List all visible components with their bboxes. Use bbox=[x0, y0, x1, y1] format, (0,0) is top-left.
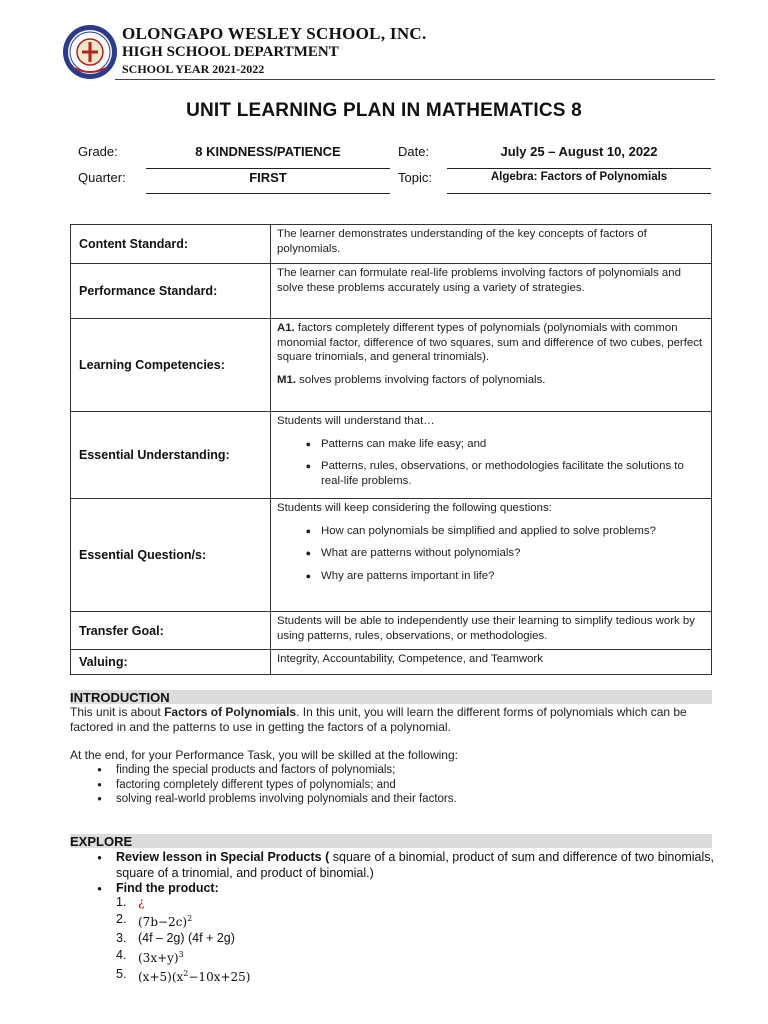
table-row bbox=[71, 650, 712, 675]
page-title: UNIT LEARNING PLAN IN MATHEMATICS 8 bbox=[186, 100, 582, 121]
problem-4: $(3x+y)^3$ bbox=[138, 949, 184, 965]
bullet-icon: ● bbox=[97, 884, 102, 893]
school-department: HIGH SCHOOL DEPARTMENT bbox=[122, 44, 339, 60]
problem-5: $(x+5)(x^2-10x+25)$ bbox=[138, 969, 251, 984]
standards-table bbox=[70, 224, 712, 675]
explore-heading: EXPLORE bbox=[70, 834, 712, 848]
essential-questions-cell bbox=[271, 499, 712, 612]
school-header bbox=[122, 24, 427, 77]
competency-code-a1: A1. bbox=[277, 322, 295, 334]
essential-questions-label: Essential Question/s: bbox=[71, 499, 271, 612]
grade-underline bbox=[146, 168, 390, 169]
valuing-label: Valuing: bbox=[71, 650, 271, 675]
essential-understanding-label: Essential Understanding: bbox=[71, 412, 271, 499]
competency-code-m1: M1. bbox=[277, 373, 296, 386]
essential-questions-intro: Students will keep considering the following questions: bbox=[277, 502, 552, 514]
list-item: 2. $(7b-2c)^2$ bbox=[116, 911, 193, 929]
topic-emphasis: Factors of Polynomials bbox=[164, 705, 297, 719]
date-label: Date: bbox=[398, 144, 430, 159]
introduction-heading: INTRODUCTION bbox=[70, 690, 712, 704]
list-item: 1. ¿ bbox=[116, 895, 145, 909]
introduction-paragraph: This unit is about Factors of Polynomials. In this unit, you will learn the different forms of polynomials which can be factored in and the patterns to use in getting the factors of a polynomial. bbox=[70, 705, 687, 734]
list-item: ● Patterns, rules, observations, or methodologies facilitate the solutions to real-life problems. bbox=[277, 459, 705, 488]
quarter-value: FIRST bbox=[249, 170, 287, 185]
performance-standard-label: Performance Standard: bbox=[71, 264, 271, 319]
learning-competencies-label: Learning Competencies: bbox=[71, 319, 271, 412]
transfer-goal-text: Students will be able to independently use their learning to simplify tedious work by using patterns, rules, observations, or methodologies. bbox=[271, 612, 712, 650]
content-standard-label: Content Standard: bbox=[71, 225, 271, 264]
bullet-icon: ● bbox=[97, 853, 102, 862]
list-item: ● How can polynomials be simplified and applied to solve problems? bbox=[277, 524, 705, 539]
school-seal-logo bbox=[62, 24, 118, 80]
explore-list bbox=[70, 850, 720, 897]
table-row bbox=[71, 612, 712, 650]
table-row bbox=[71, 319, 712, 412]
list-item: ● factoring completely different types of polynomials; and bbox=[70, 778, 457, 793]
competency-text-a1: factors completely different types of polynomials (polynomials with common monomial factor, difference of two squares, sum and difference of two cubes, perfect square trinomials, and general trinomials). bbox=[277, 322, 703, 363]
valuing-text: Integrity, Accountability, Competence, and Teamwork bbox=[271, 650, 712, 675]
topic-label: Topic: bbox=[398, 170, 432, 185]
list-item: 4. $(3x+y)^3$ bbox=[116, 947, 184, 965]
list-item: 3. (4f – 2g) (4f + 2g) bbox=[116, 931, 235, 945]
bullet-icon: ● bbox=[305, 461, 311, 471]
bullet-icon: ● bbox=[305, 438, 311, 449]
school-name: OLONGAPO WESLEY SCHOOL, INC. bbox=[122, 24, 427, 43]
topic-underline bbox=[447, 193, 711, 194]
list-item: ● solving real-world problems involving polynomials and their factors. bbox=[70, 792, 457, 807]
date-value: July 25 – August 10, 2022 bbox=[500, 144, 658, 159]
bullet-icon: ● bbox=[97, 765, 102, 774]
learning-competencies-cell bbox=[271, 319, 712, 412]
introduction-paragraph-2: At the end, for your Performance Task, you will be skilled at the following: bbox=[70, 748, 458, 762]
essential-understanding-cell bbox=[271, 412, 712, 499]
performance-standard-text: The learner can formulate real-life problems involving factors of polynomials and solve these problems accurately using a variety of strategies. bbox=[271, 264, 712, 319]
table-row bbox=[71, 264, 712, 319]
list-item: ● What are patterns without polynomials? bbox=[277, 546, 705, 561]
competency-text-m1: solves problems involving factors of polynomials. bbox=[296, 373, 546, 386]
list-item: ● Review lesson in Special Products ( square of a binomial, product of sum and difference of two binomials, square of a trinomial, and product of binomial.) bbox=[70, 850, 720, 881]
school-year: SCHOOL YEAR 2021-2022 bbox=[122, 62, 265, 76]
problem-1: ¿ bbox=[138, 895, 145, 909]
date-underline bbox=[447, 168, 711, 169]
bullet-icon: ● bbox=[305, 548, 311, 558]
quarter-underline bbox=[146, 193, 390, 194]
bullet-icon: ● bbox=[305, 525, 311, 536]
list-item: 5. $(x+5)(x^2-10x+25)$ bbox=[116, 967, 251, 984]
transfer-goal-label: Transfer Goal: bbox=[71, 612, 271, 650]
bullet-icon: ● bbox=[97, 779, 102, 789]
topic-value: Algebra: Factors of Polynomials bbox=[490, 171, 668, 183]
header-divider bbox=[115, 79, 715, 80]
list-item: ● Why are patterns important in life? bbox=[277, 569, 705, 584]
table-row bbox=[71, 225, 712, 264]
content-standard-text: The learner demonstrates understanding of the key concepts of factors of polynomials. bbox=[271, 225, 712, 264]
essential-understanding-intro: Students will understand that… bbox=[277, 415, 435, 427]
introduction-list bbox=[70, 763, 457, 807]
grade-value: 8 KINDNESS/PATIENCE bbox=[195, 144, 341, 159]
table-row bbox=[71, 499, 712, 612]
problem-2: $(7b-2c)^2$ bbox=[138, 913, 193, 929]
table-row bbox=[71, 412, 712, 499]
problem-3: (4f – 2g) (4f + 2g) bbox=[138, 931, 235, 945]
list-item: ● Patterns can make life easy; and bbox=[277, 437, 705, 452]
list-item: ● finding the special products and factors of polynomials; bbox=[70, 763, 457, 778]
bullet-icon: ● bbox=[305, 570, 311, 581]
list-item: ● Find the product: bbox=[70, 881, 720, 897]
grade-label: Grade: bbox=[78, 144, 118, 159]
problem-list bbox=[116, 894, 250, 986]
quarter-label: Quarter: bbox=[78, 170, 126, 185]
bullet-icon: ● bbox=[97, 794, 102, 803]
